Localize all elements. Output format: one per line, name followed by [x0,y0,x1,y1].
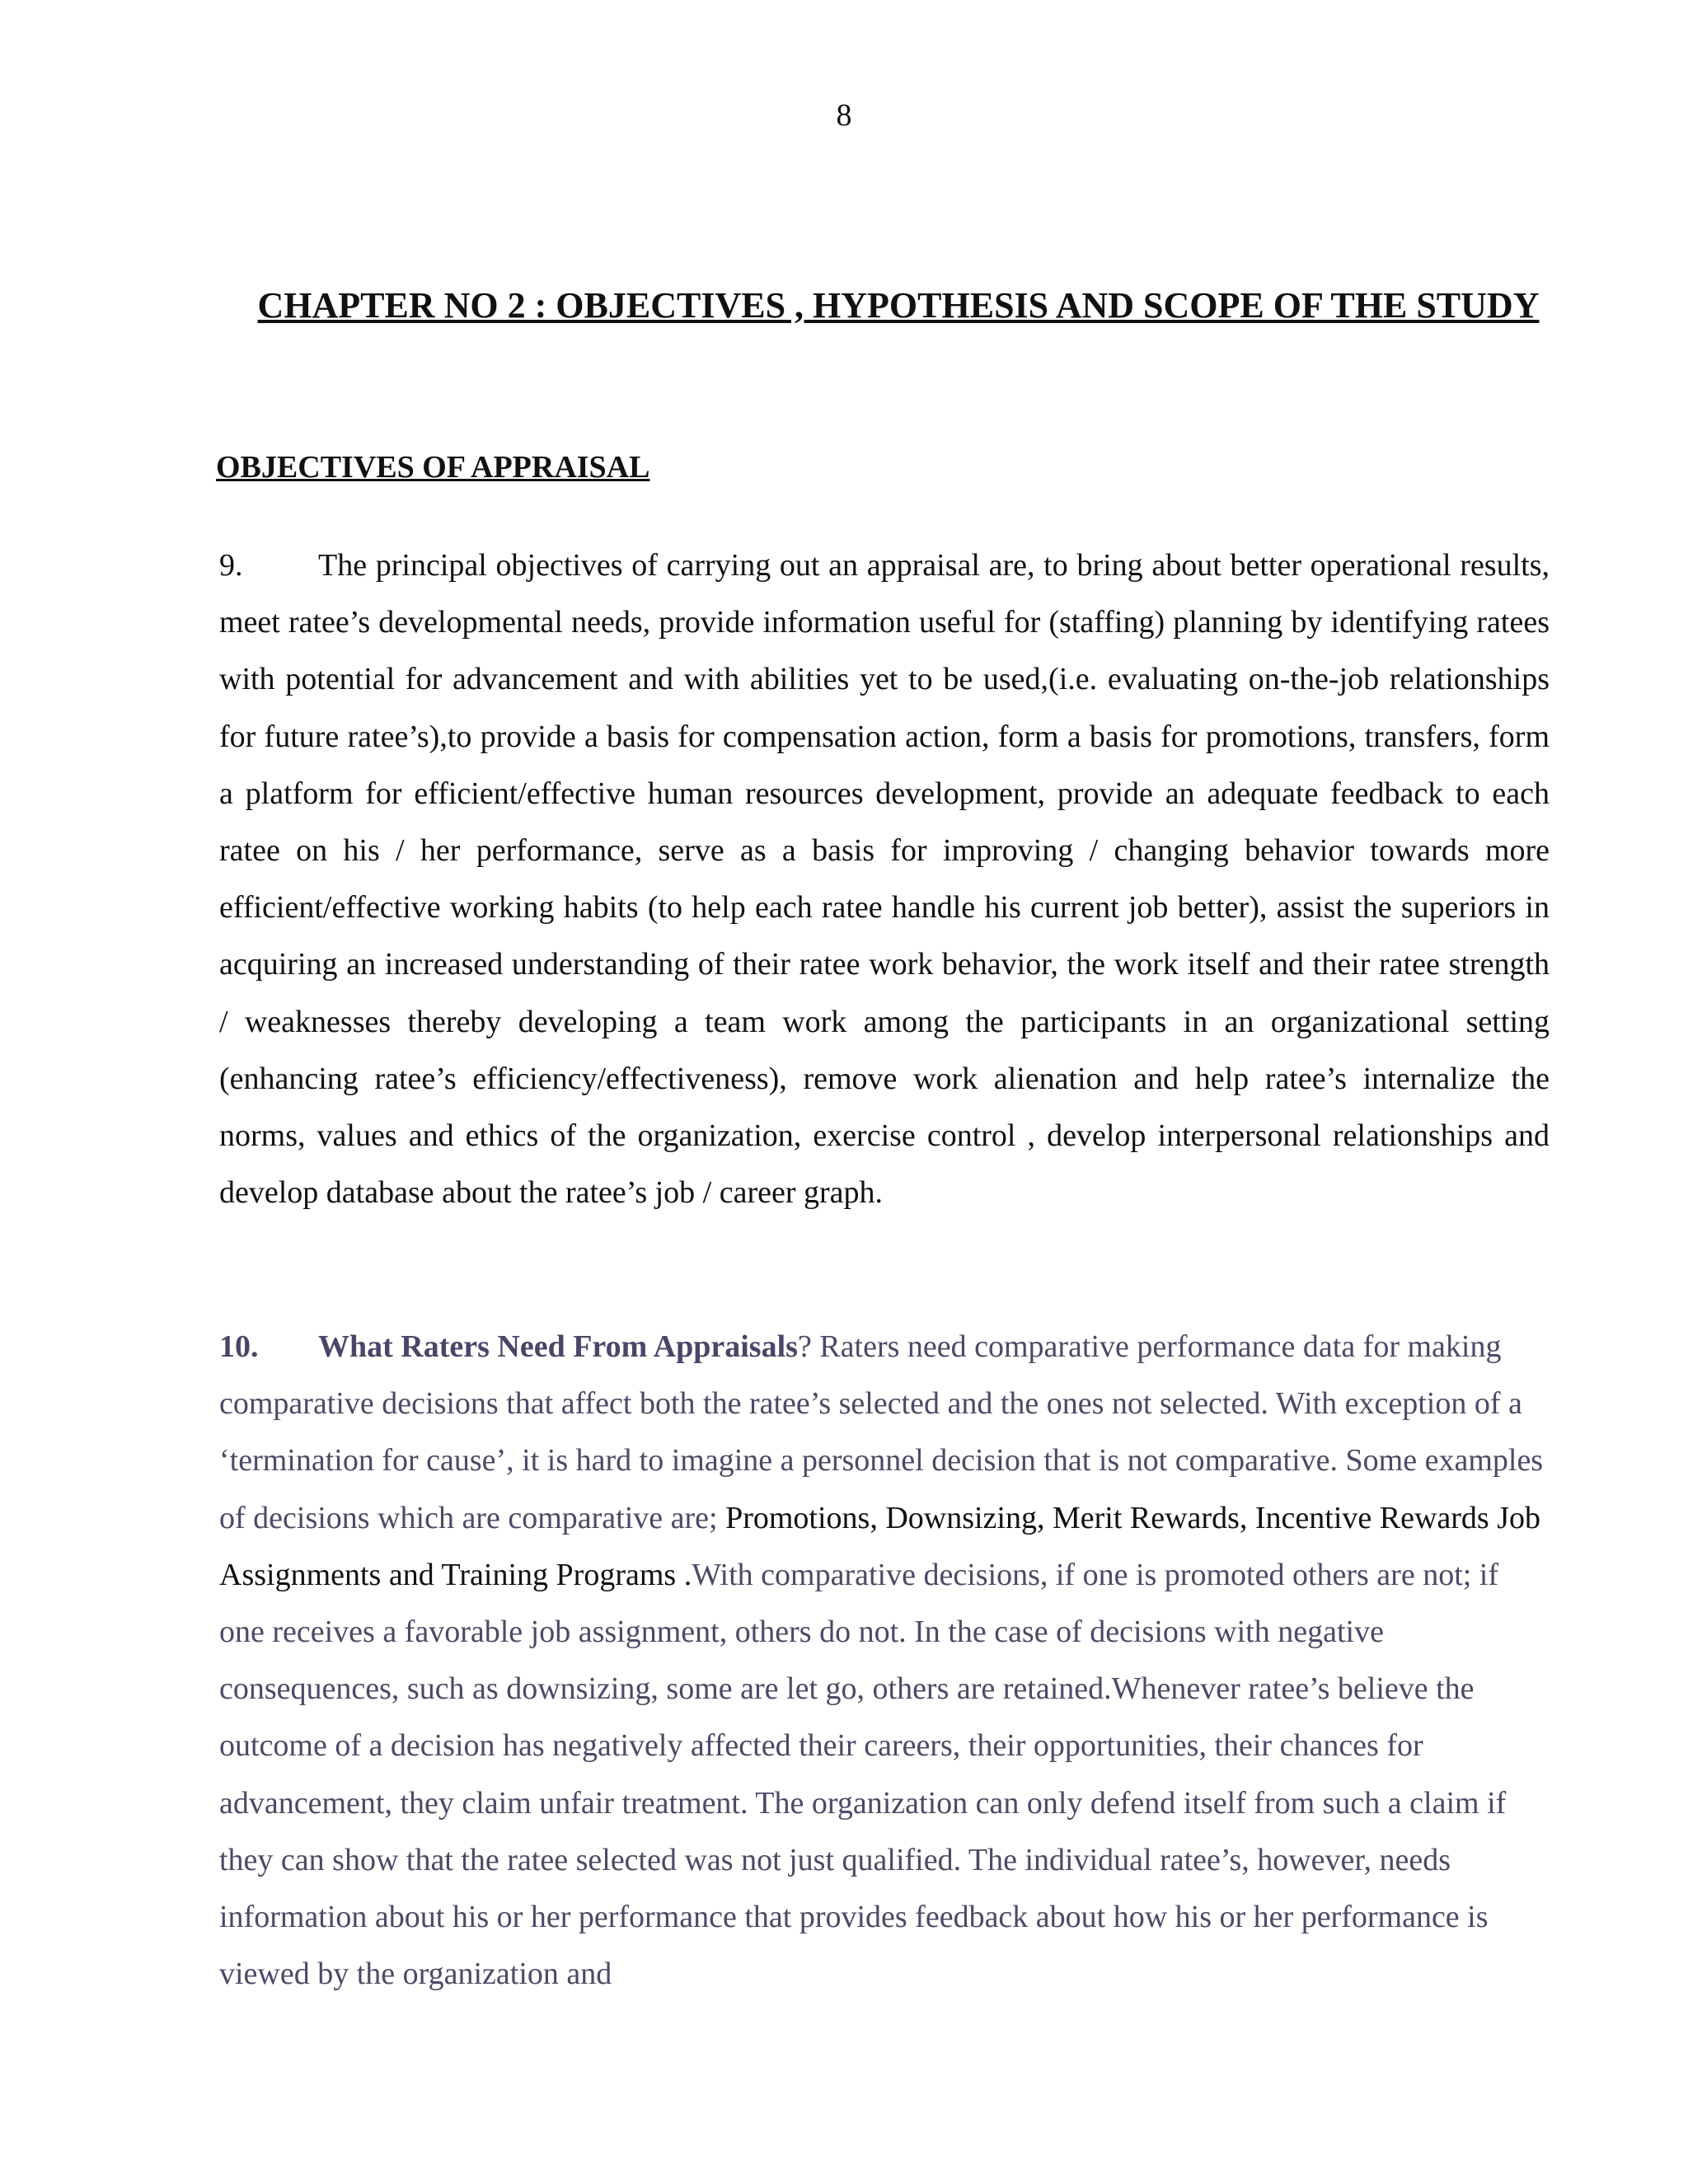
paragraph-9 [219,537,1550,1221]
paragraph-number: 10. [219,1329,259,1364]
paragraph-10 [219,1319,1550,2003]
paragraph-body-part-b: With comparative decisions, if one is promoted others are not; if one receives a favorable job assignment, others do not. In the case of decisions with negative consequences, such as downsizing, some are let go, others are retained.Whenever ratee’s believe the outcome of a decision has negatively affected their careers, their opportunities, their chances for advancement, they claim unfair treatment. The organization can only defend itself from such a claim if they can show that the ratee selected was not just qualified. The individual ratee’s, however, needs information about his or her performance that provides feedback about how his or her performance is viewed by the organization and [219,1557,1507,1992]
paragraph-number: 9. [219,548,243,583]
paragraph-lead-heading: What Raters Need From Appraisals [318,1329,798,1364]
paragraph-body-part-a: ? Raters need comparative performance data for making comparative decisions that affect both the ratee’s selected and the ones not selected. With exception of a ‘termination for cause’, it is hard to imagine a personnel decision that is not comparative. Some examples of decisions which are comparative are; [219,1329,1544,1535]
section-heading: OBJECTIVES OF APPRAISAL [216,450,650,485]
decision-examples: Promotions, Downsizing, Merit Rewards, Incentive Rewards Job Assignments and Training Programs . [219,1500,1540,1592]
chapter-title: CHAPTER NO 2 : OBJECTIVES , HYPOTHESIS AND SCOPE OF THE STUDY [257,285,1540,326]
paragraph-body: The principal objectives of carrying out an appraisal are, to bring about better operational results, meet ratee’s developmental needs, provide information useful for (staffing) planning by identifying ratees with potential for advancement and with abilities yet to be used,(i.e. evaluating on-the-job relationships for future ratee’s),to provide a basis for compensation action, form a basis for promotions, transfers, form a platform for efficient/effective human resources development, provide an adequate feedback to each ratee on his / her performance, serve as a basis for improving / changing behavior towards more efficient/effective working habits (to help each ratee handle his current job better), assist the superiors in acquiring an increased understanding of their ratee work behavior, the work itself and their ratee strength / weaknesses thereby developing a team work among the participants in an organizational setting (enhancing ratee’s efficiency/effectiveness), remove work alienation and help ratee’s internalize the norms, values and ethics of the organization, exercise control , develop interpersonal relationships and develop database about the ratee’s job / career graph. [219,548,1550,1211]
page-number: 8 [836,98,852,133]
